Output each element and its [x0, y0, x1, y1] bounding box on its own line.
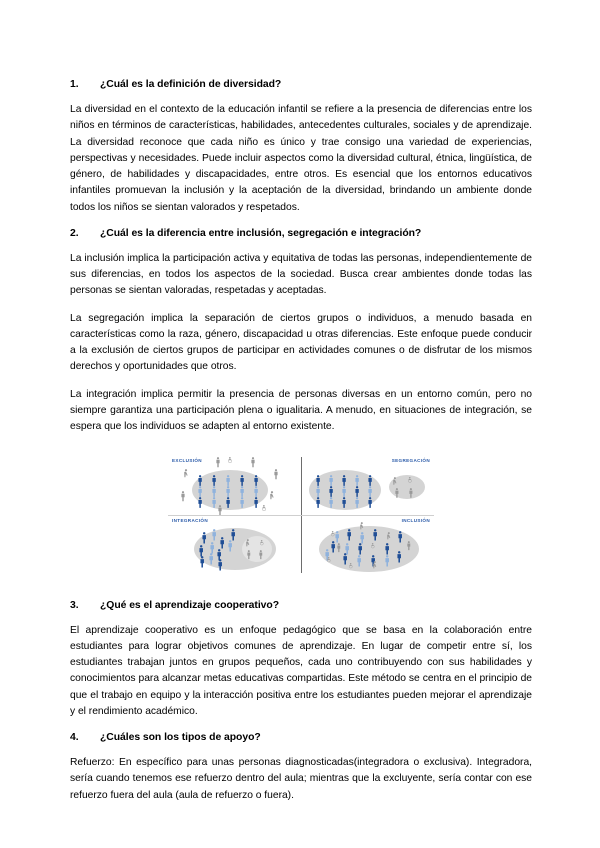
section-title-2: ¿Cuál es la diferencia entre inclusión, segregación e integración?: [100, 227, 422, 239]
section-1-paragraph-1: La diversidad en el contexto de la educación infantil se refiere a la presencia de diferencias entre los niños en términos de características, habilidades, antecedentes culturales, sociales y de aprendizaje. La diversidad reconoce que cada niño es único y trae consigo una variedad de experiencias, perspectivas y necesidades. Puede incluir aspectos como la diversidad cultural, étnica, lingüística, de género, de habilidades y discapacidades, entre otros. Es esencial que los entornos educativos infantiles promuevan la inclusión y la aceptación de la diversidad, brindando un ambiente donde todos los niños se sientan valorados y respetados.: [70, 104, 532, 213]
inclusion-figures: [301, 515, 436, 575]
inclusion-diagram: [166, 455, 436, 575]
section-title-4: ¿Cuáles son los tipos de apoyo?: [100, 732, 261, 744]
document-content: [70, 78, 532, 804]
section-number-1: 1.: [70, 79, 79, 90]
quadrant-inclusion: [301, 515, 436, 575]
section-2-paragraph-1: La inclusión implica la participación activa y equitativa de todas las personas, independientemente de sus diferencias, en todos los aspectos de la sociedad. Busca crear ambientes donde todas las personas se sientan valoradas, respetadas y aceptadas.: [70, 252, 532, 297]
quadrant-label-exclusion: EXCLUSIÓN: [172, 457, 202, 463]
integration-figures: [166, 515, 301, 575]
quadrant-label-inclusion: INCLUSIÓN: [401, 517, 430, 523]
section-2-paragraph-2: La segregación implica la separación de ciertos grupos o individuos, a menudo basada en características como la raza, género, discapacidad u otras diferencias. Este enfoque puede conducir a la exclusión de ciertos grupos de participar en actividades comunes o de disfrutar de los mismos derechos y oportunidades que otros.: [70, 312, 532, 373]
section-heading-3: [70, 599, 532, 612]
section-number-4: 4.: [70, 732, 79, 744]
figure-container: [70, 455, 532, 575]
section-number-2: 2.: [70, 227, 79, 239]
section-heading-1: [70, 78, 532, 91]
section-heading-4: [70, 731, 532, 744]
quadrant-segregation: [301, 455, 436, 515]
section-3-paragraph-1: El aprendizaje cooperativo es un enfoque pedagógico que se basa en la colaboración entre estudiantes para lograr objetivos comunes de aprendizaje. En lugar de competir entre sí, los estudiantes trabajan juntos en grupos pequeños, cada uno contribuyendo con sus habilidades y conocimientos para alcanzar metas educativas compartidas. Este método se centra en el principio de que el trabajo en equipo y la interacción positiva entre los estudiantes pueden mejorar el aprendizaje y el rendimiento académico.: [70, 624, 532, 717]
section-title-1: ¿Cuál es la definición de diversidad?: [100, 79, 282, 90]
quadrant-label-integration: INTEGRACIÓN: [172, 517, 209, 523]
exclusion-figures: [166, 455, 301, 515]
section-2-paragraph-3: La integración implica permitir la presencia de personas diversas en un entorno común, pero no siempre garantiza una participación plena o igualitaria. A menudo, en situaciones de integración, se espera que los individuos se adapten al entorno existente.: [70, 388, 532, 433]
section-4-paragraph-1: Refuerzo: En específico para unas personas diagnosticadas(integradora o exclusiva). Integradora, sería cuando tenemos ese refuerzo dentro del aula; mientras que la excluyente, sería contar con ese refuerzo fuera del aula (aula de refuerzo o fuera).: [70, 757, 532, 801]
quadrant-label-segregation: SEGREGACIÓN: [391, 457, 430, 463]
quadrant-exclusion: [166, 455, 301, 515]
section-heading-2: [70, 227, 532, 240]
quadrant-integration: [166, 515, 301, 575]
section-title-3: ¿Qué es el aprendizaje cooperativo?: [100, 599, 279, 611]
section-number-3: 3.: [70, 599, 79, 611]
segregation-figures: [301, 455, 436, 515]
